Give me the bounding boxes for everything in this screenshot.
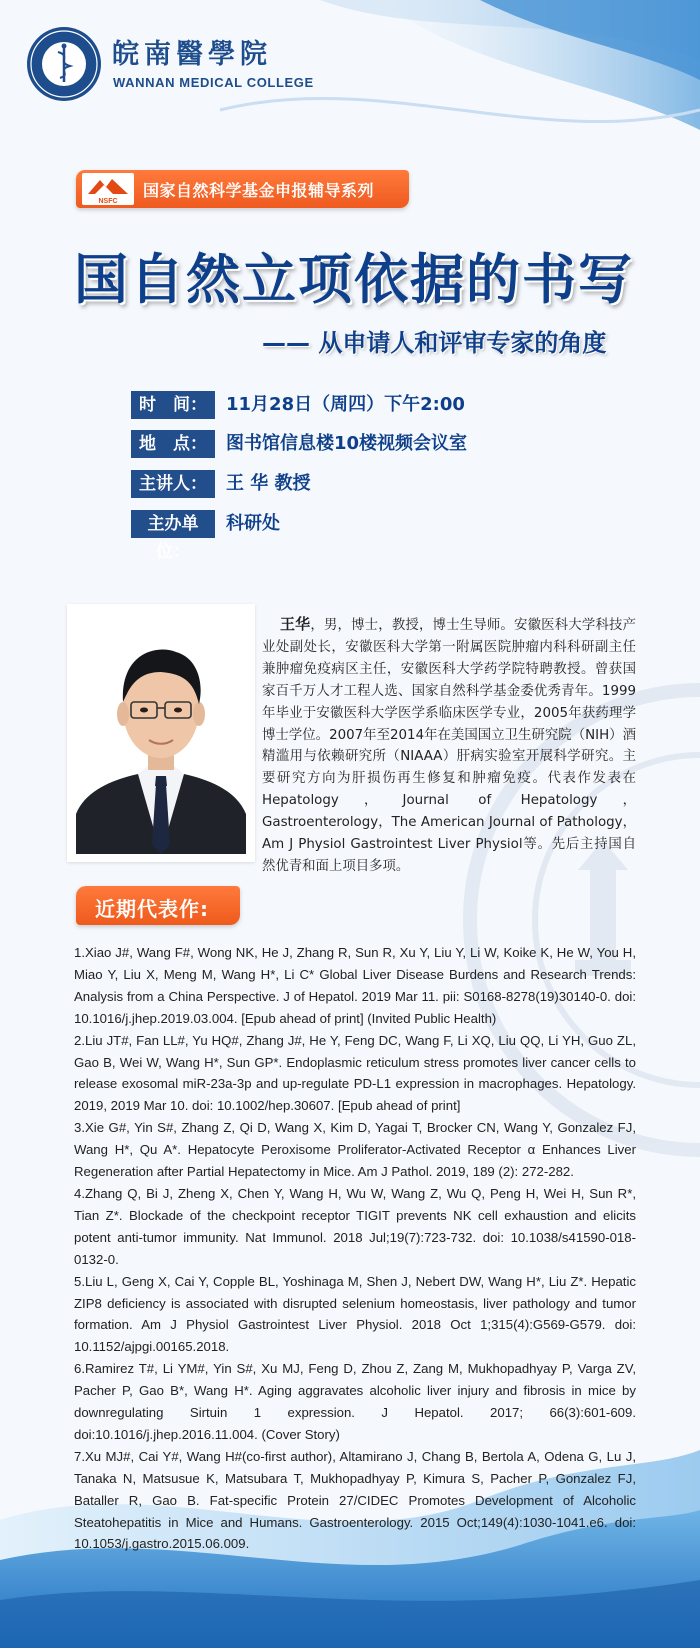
publication-item: 7.Xu MJ#, Cai Y#, Wang H#(co-first author), Altamirano J, Chang B, Bertola A, Odena G, Lu J, Tanaka N, Matsusue K, Matsubara T, Mukhopadhyay P, Kimura S, Pacher P, Gonzalez FJ, Bataller R, Gao B. Fat-specific Protein 27/CIDEC Promotes Development of Alcoholic Steatohepatitis in Mice and Humans. Gastroenterology. 2015 Oct;149(4):1030-1041.e6. doi: 10.1053/j.gastro.2015.06.009.	[74, 1448, 636, 1552]
speaker-bio	[262, 614, 636, 878]
publication-item: 3.Xie G#, Yin S#, Zhang Z, Qi D, Wang X, Kim D, Yagai T, Brocker CN, Wang Y, Gonzalez FJ, Wang H*, Qu A*. Hepatocyte Peroxisome Proliferator-Activated Receptor α Enhances Liver Regeneration after Partial Hepatectomy in Mice. Am J Pathol. 2019, 189 (2): 272-282.	[74, 1120, 636, 1180]
publication-item: 4.Zhang Q, Bi J, Zheng X, Chen Y, Wang H, Wu W, Wang Z, Wu Q, Peng H, Wei H, Sun R*, Tian Z*. Blockade of the checkpoint receptor TIGIT prevents NK cell exhaustion and elicits potent anti-tumor immunity. Nat Immunol. 2018 Jul;19(7):723-732. doi: 10.1038/s41590-018-0132-0.	[74, 1185, 636, 1267]
series-banner	[76, 170, 409, 208]
speaker-photo	[76, 614, 246, 854]
nsfc-logo-text: NSFC	[98, 198, 118, 205]
organizer-label: 主办单位：	[131, 510, 215, 538]
recent-works-heading-text: 近期代表作:	[95, 897, 209, 921]
speaker-name: 王华	[280, 615, 311, 633]
school-name-cn: 皖南醫學院	[112, 39, 272, 70]
publication-list	[74, 942, 636, 1555]
time-label: 时 间：	[131, 391, 215, 419]
speaker-bio-text: ，男，博士，教授，博士生导师。安徽医科大学科技产业处副处长，安徽医科大学第一附属医院肿瘤内科科研副主任兼肿瘤免疫病区主任，安徽医科大学药学院特聘教授。曾获国家百千万人才工程人选、国家自然科学基金委优秀青年。1999年毕业于安徽医科大学医学系临床医学专业，2005年获药理学博士学位。2007年至2014年在美国国立卫生研究院（NIH）酒精滥用与依赖研究所（NIAAA）肝病实验室开展科学研究。主要研究方向为肝损伤再生修复和肿瘤免疫。代表作发表在Hepatology，Journal of Hepatology，Gastroenterology，The American Journal of Pathology，Am J Physiol Gastrointest Liver Physiol等。先后主持国自然优青和面上项目多项。	[262, 618, 636, 874]
location-label: 地 点：	[131, 430, 215, 458]
publication-item: 6.Ramirez T#, Li YM#, Yin S#, Xu MJ, Feng D, Zhou Z, Zang M, Mukhopadhyay P, Varga ZV, Pacher P, Gao B*, Wang H*. Aging aggravates alcoholic liver injury and fibrosis in mice by downregulating Sirtuin 1 expression. J Hepatol. 2017; 66(3):601-609. doi:10.1016/j.jhep.2016.11.004. (Cover Story)	[74, 1361, 636, 1442]
speaker-label: 主讲人：	[131, 470, 215, 498]
school-name-en: WANNAN MEDICAL COLLEGE	[113, 75, 314, 90]
publication-item: 1.Xiao J#, Wang F#, Wong NK, He J, Zhang R, Sun R, Xu Y, Liu Y, Li W, Koike K, He W, You H, Miao Y, Liu X, Meng M, Wang H*, Li C* Global Liver Disease Burdens and Research Trends: Analysis from a China Perspective. J of Hepatol. 2019 Mar 11. pii: S0168-8278(19)30140-0. doi: 10.1016/j.jhep.2019.03.004. [Epub ahead of print] (Invited Public Health)	[74, 945, 636, 1026]
speaker-value: 王 华 教授	[226, 473, 311, 494]
page-title: 国自然立项依据的书写	[74, 248, 634, 311]
speaker-photo-frame	[67, 604, 255, 862]
publication-item: 5.Liu L, Geng X, Cai Y, Copple BL, Yoshinaga M, Shen J, Nebert DW, Wang H*, Liu Z*. Hepatic ZIP8 deficiency is associated with disrupted selenium homeostasis, liver pathology and tumor formation. Am J Physiol Gastrointest Liver Physiol. 2018 Oct 1;315(4):G569-G579. doi: 10.1152/ajpgi.00165.2018.	[74, 1273, 636, 1355]
recent-works-heading	[76, 886, 240, 925]
time-value: 11月28日（周四）下午2:00	[226, 394, 465, 415]
organizer-value: 科研处	[226, 513, 280, 534]
school-seal-logo	[26, 26, 102, 102]
publication-item: 2.Liu JT#, Fan LL#, Yu HQ#, Zhang J#, He Y, Feng DC, Wang F, Li XQ, Liu QQ, Li YH, Guo ZL, Gao B, Wei W, Wang H*, Sun GP*. Endoplasmic reticulum stress promotes liver cancer cells to release exosomal miR-23a-3p and up-regulate PD-L1 expression in macrophages. Hepatology. 2019, 2019 Mar 10. doi: 10.1002/hep.30607. [Epub ahead of print]	[74, 1032, 636, 1114]
location-value: 图书馆信息楼10楼视频会议室	[226, 433, 468, 454]
page-subtitle: —— 从申请人和评审专家的角度	[262, 329, 607, 357]
series-label: 国家自然科学基金申报辅导系列	[143, 181, 375, 200]
nsfc-logo-icon	[82, 173, 134, 205]
